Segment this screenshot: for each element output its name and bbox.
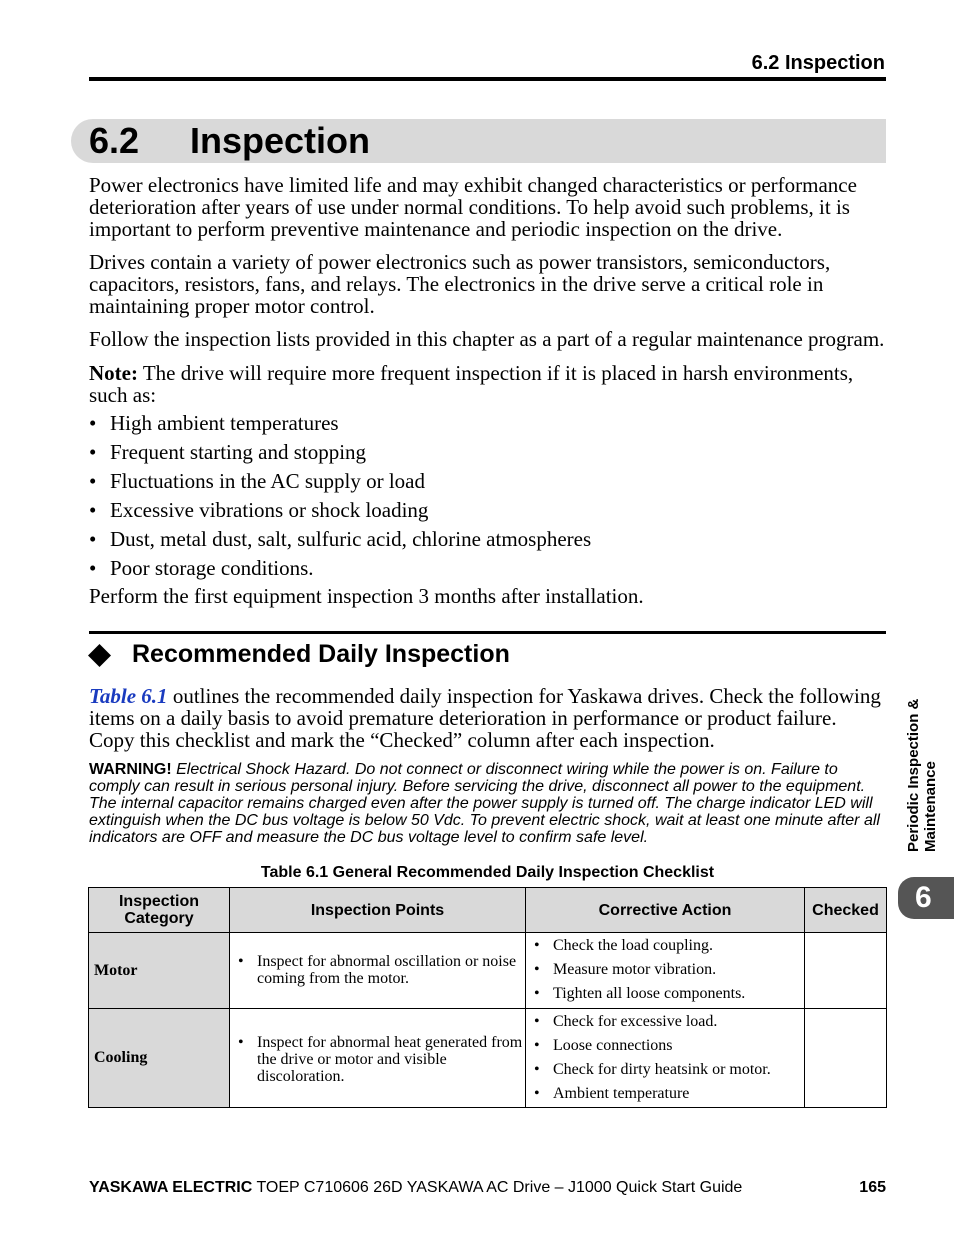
chapter-tab: 6 <box>898 877 954 919</box>
header-rule <box>89 77 886 81</box>
list-item: • Check the load coupling. <box>534 937 713 954</box>
table-row <box>89 933 887 1009</box>
column-header: Corrective Action <box>526 888 805 933</box>
points-cell <box>230 933 526 1009</box>
list-item: • Tighten all loose components. <box>534 985 746 1002</box>
warning-box <box>89 761 889 846</box>
footer-brand: YASKAWA ELECTRIC <box>89 1179 253 1196</box>
paragraph-electronics: Drives contain a variety of power electronics such as power transistors, semiconductors, capacitors, resistors, fans, and relays. The electronics in the drive serve a critical role in maintaining proper motor control. <box>89 250 831 318</box>
section-number: 6.2 <box>89 120 140 161</box>
points-cell <box>230 1009 526 1108</box>
list-item: • Poor storage conditions. <box>89 556 314 580</box>
list-item: • Frequent starting and stopping <box>89 440 367 464</box>
list-item: • Inspect for abnormal oscillation or noise coming from the motor. <box>238 953 517 987</box>
inspection-table <box>88 887 887 1108</box>
table-row <box>89 1009 887 1108</box>
checked-cell[interactable] <box>805 1009 887 1108</box>
warning-label: WARNING! <box>89 761 172 778</box>
note-label: Note: <box>89 361 138 385</box>
category-cell: Cooling <box>89 1009 230 1108</box>
list-item: • Excessive vibrations or shock loading <box>89 498 429 522</box>
subsection-intro-text: outlines the recommended daily inspection for Yaskawa drives. Check the following items on a daily basis to avoid premature deterioration in performance or product failure. Copy this checklist and mark the “Checked” column after each inspection. <box>89 684 881 752</box>
list-item: • Inspect for abnormal heat generated from the drive or motor and visible discoloration. <box>238 1034 523 1085</box>
footer-doc: TOEP C710606 26D YASKAWA AC Drive – J1000 Quick Start Guide <box>252 1179 743 1196</box>
bullet-glyph: • <box>89 556 97 580</box>
checked-cell[interactable] <box>805 933 887 1009</box>
list-item: • Check for excessive load. <box>534 1013 718 1030</box>
bullet-glyph: • <box>89 440 97 464</box>
bullet-glyph: • <box>89 498 97 522</box>
page-number: 165 <box>859 1179 886 1196</box>
table-caption: Table 6.1 General Recommended Daily Inspection Checklist <box>260 864 715 881</box>
bullet-glyph: • <box>89 469 97 493</box>
subsection-intro <box>89 685 886 751</box>
warning-text: Electrical Shock Hazard. Do not connect or disconnect wiring while the power is on. Failure to comply can result in serious personal injury. Before servicing the drive, disconnect all power to the equipment. The internal capacitor remains charged even after the power supply is turned off. The charge indicator LED will extinguish when the DC bus voltage is below 50 Vdc. To prevent electric shock, wait at least one minute after all indicators are OFF and measure the DC bus voltage level to confirm safe level. <box>89 761 880 846</box>
note-paragraph <box>89 362 886 406</box>
bullet-glyph: • <box>89 527 97 551</box>
column-header: Checked <box>805 888 887 933</box>
list-item: • Measure motor vibration. <box>534 961 717 978</box>
running-head: 6.2 Inspection <box>751 52 885 74</box>
diamond-icon <box>88 644 111 667</box>
table-header-row <box>89 888 887 933</box>
list-item: • Dust, metal dust, salt, sulfuric acid, chlorine atmospheres <box>89 527 592 551</box>
section-heading <box>71 119 886 163</box>
conditions-list <box>89 412 886 586</box>
table-link[interactable]: Table 6.1 <box>89 684 168 708</box>
column-header: Inspection Category <box>89 888 230 933</box>
note-text: The drive will require more frequent inspection if it is placed in harsh environments, such as: <box>89 361 854 407</box>
list-item: • Loose connections <box>534 1037 673 1054</box>
actions-cell <box>526 933 805 1009</box>
category-cell: Motor <box>89 933 230 1009</box>
page-footer <box>89 1178 886 1198</box>
paragraph-intro: Power electronics have limited life and may exhibit changed characteristics or performance deterioration after years of use under normal conditions. To help avoid such problems, it is important to perform preventive maintenance and periodic inspection on the drive. <box>89 173 857 241</box>
paragraph-first-inspection: Perform the first equipment inspection 3 months after installation. <box>89 584 644 608</box>
actions-cell <box>526 1009 805 1108</box>
subsection-rule <box>89 631 886 634</box>
list-item: • Check for dirty heatsink or motor. <box>534 1061 771 1078</box>
bullet-glyph: • <box>89 411 97 435</box>
chapter-side-label: Periodic Inspection & Maintenance <box>905 698 939 852</box>
subsection-title: Recommended Daily Inspection <box>132 640 510 668</box>
list-item: • Fluctuations in the AC supply or load <box>89 469 425 493</box>
column-header: Inspection Points <box>230 888 526 933</box>
list-item: • High ambient temperatures <box>89 411 339 435</box>
section-title: Inspection <box>190 120 371 161</box>
list-item: • Ambient temperature <box>534 1085 690 1102</box>
paragraph-follow: Follow the inspection lists provided in this chapter as a part of a regular maintenance program. <box>89 327 885 351</box>
